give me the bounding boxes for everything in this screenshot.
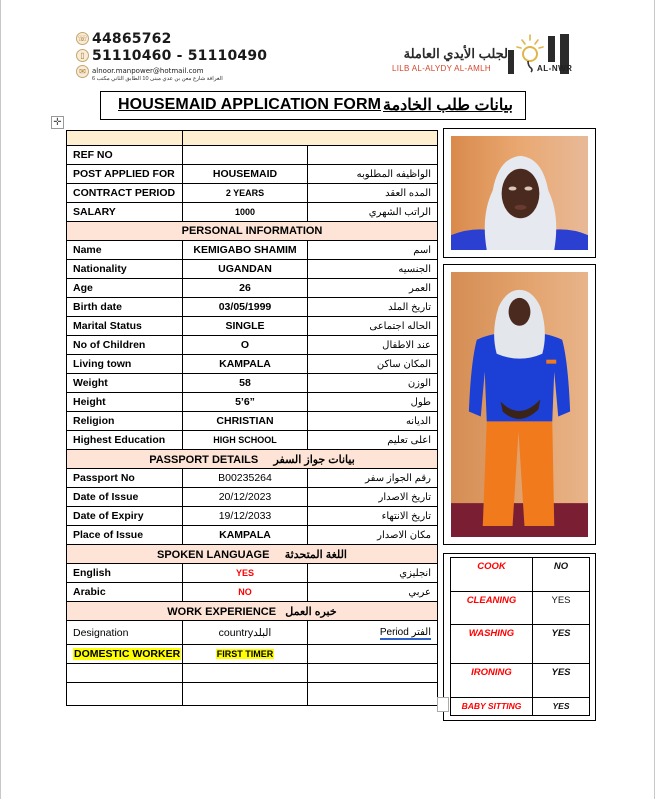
table-row [67, 564, 438, 583]
table-row [67, 507, 438, 526]
table-row [67, 412, 438, 431]
row-arabic: تاريخ الانتهاء [308, 507, 438, 526]
empty-cell[interactable] [183, 664, 308, 683]
table-row [67, 336, 438, 355]
row-value[interactable]: HIGH SCHOOL [183, 431, 308, 450]
row-arabic: عند الاطفال [308, 336, 438, 355]
row-label: Height [67, 393, 183, 412]
row-label: SALARY [67, 203, 183, 222]
country-header-arabic: البلد [253, 626, 272, 639]
full-photo-frame [443, 264, 596, 545]
table-row [67, 431, 438, 450]
row-arabic: رقم الجواز سفر [308, 469, 438, 488]
table-row [67, 583, 438, 602]
experience-header-row [67, 621, 438, 645]
table-top-row [67, 131, 438, 146]
row-label: Arabic [67, 583, 183, 602]
period-header-text: Period الفتر [379, 627, 431, 638]
table-row [67, 355, 438, 374]
section-heading [67, 545, 438, 564]
section-heading: PERSONAL INFORMATION [67, 222, 438, 241]
row-value[interactable] [183, 146, 308, 165]
portrait-photo[interactable] [451, 136, 588, 250]
section-heading-arabic: اللغة المتحدثة [284, 548, 347, 561]
full-body-photo[interactable] [451, 272, 588, 537]
mobile-numbers: 51110460 - 51110490 [92, 47, 268, 64]
table-row [67, 241, 438, 260]
section-heading-arabic: بيانات جواز السفر [273, 453, 355, 466]
row-arabic: العمر [308, 279, 438, 298]
row-label: Living town [67, 355, 183, 374]
section-heading-english: SPOKEN LANGUAGE [157, 548, 270, 561]
company-logo [392, 32, 592, 74]
row-value[interactable]: B00235264 [183, 469, 308, 488]
row-arabic [308, 146, 438, 165]
phone-row [76, 30, 267, 47]
row-label: Date of Expiry [67, 507, 183, 526]
table-resize-handle[interactable] [437, 697, 449, 712]
row-arabic: الديانه [308, 412, 438, 431]
experience-row [67, 645, 438, 664]
row-label: Name [67, 241, 183, 260]
row-value[interactable]: 26 [183, 279, 308, 298]
row-label: REF NO [67, 146, 183, 165]
table-row [67, 298, 438, 317]
application-table [66, 130, 438, 706]
table-row [67, 526, 438, 545]
period-header [308, 621, 438, 645]
row-label: Place of Issue [67, 526, 183, 545]
empty-cell[interactable] [67, 664, 183, 683]
row-arabic: طول [308, 393, 438, 412]
row-value[interactable]: 2 YEARS [183, 184, 308, 203]
email-address: alnoor.manpower@hotmail.com [92, 67, 204, 75]
skill-row [451, 664, 590, 698]
table-row [67, 374, 438, 393]
email-icon: ✉ [76, 65, 89, 78]
row-label: Passport No [67, 469, 183, 488]
row-arabic: الحاله اجتماعى [308, 317, 438, 336]
row-arabic: الوزن [308, 374, 438, 393]
section-heading-english: PASSPORT DETAILS [149, 453, 259, 466]
form-title-arabic: بيانات طلب الخادمة [383, 97, 513, 114]
row-label: CONTRACT PERIOD [67, 184, 183, 203]
row-label: No of Children [67, 336, 183, 355]
logo-english-text: LILB AL-ALYDY AL-AMLH [392, 64, 491, 73]
contact-block [76, 30, 267, 82]
form-title-box [100, 91, 526, 120]
skill-value[interactable]: YES [533, 698, 590, 716]
section-heading [67, 450, 438, 469]
skill-value[interactable]: YES [533, 592, 590, 625]
section-passport-details [67, 450, 438, 469]
row-label: Marital Status [67, 317, 183, 336]
mobile-icon: ▯ [76, 49, 89, 62]
row-value[interactable]: SINGLE [183, 317, 308, 336]
office-address: الغرافة شارع معن بن عدي مبنى 10 الطابق الثاني مكتب 6 [92, 76, 223, 82]
skill-name: BABY SITTING [451, 698, 533, 716]
row-value[interactable]: KEMIGABO SHAMIM [183, 241, 308, 260]
skill-row [451, 558, 590, 592]
table-row [67, 184, 438, 203]
table-row [67, 469, 438, 488]
skill-row [451, 698, 590, 716]
row-value[interactable]: 58 [183, 374, 308, 393]
row-arabic: اعلى تعليم [308, 431, 438, 450]
row-arabic: المده العقد [308, 184, 438, 203]
skill-name: COOK [451, 558, 533, 592]
row-label: Birth date [67, 298, 183, 317]
row-arabic: عربي [308, 583, 438, 602]
row-value[interactable]: CHRISTIAN [183, 412, 308, 431]
top-cell [183, 131, 438, 146]
skill-row [451, 625, 590, 664]
row-arabic: الواظيفه المطلوبه [308, 165, 438, 184]
row-label: Date of Issue [67, 488, 183, 507]
phone-icon: ☏ [77, 34, 88, 43]
row-arabic: المكان ساكن [308, 355, 438, 374]
row-label: Nationality [67, 260, 183, 279]
experience-row-empty [67, 664, 438, 683]
skill-value[interactable]: YES [533, 664, 590, 698]
experience-designation[interactable]: DOMESTIC WORKER [67, 645, 183, 664]
row-value[interactable]: NO [183, 583, 308, 602]
table-row [67, 279, 438, 298]
row-arabic: تاريخ الاصدار [308, 488, 438, 507]
row-value[interactable]: 1000 [183, 203, 308, 222]
row-arabic: مكان الاصدار [308, 526, 438, 545]
skills-table [450, 557, 590, 716]
row-value[interactable]: HOUSEMAID [183, 165, 308, 184]
full-body-image-icon [451, 272, 588, 537]
row-value[interactable]: 20/12/2023 [183, 488, 308, 507]
portrait-photo-frame [443, 128, 596, 258]
row-label: Age [67, 279, 183, 298]
row-value[interactable]: KAMPALA [183, 526, 308, 545]
section-heading-english: WORK EXPERIENCE [167, 605, 277, 618]
row-value[interactable]: YES [183, 564, 308, 583]
section-personal-information [67, 222, 438, 241]
section-heading-arabic: خبره العمل [285, 605, 337, 618]
table-row [67, 203, 438, 222]
row-value[interactable]: KAMPALA [183, 355, 308, 374]
table-row [67, 317, 438, 336]
country-header [183, 621, 308, 645]
row-label: POST APPLIED FOR [67, 165, 183, 184]
table-row [67, 393, 438, 412]
row-arabic: الجنسيه [308, 260, 438, 279]
table-row [67, 488, 438, 507]
skill-value[interactable]: YES [533, 625, 590, 664]
row-value[interactable]: 03/05/1999 [183, 298, 308, 317]
section-heading [67, 602, 438, 621]
section-spoken-language [67, 545, 438, 564]
phone-number: 44865762 [92, 30, 172, 47]
row-value[interactable]: UGANDAN [183, 260, 308, 279]
row-label: Weight [67, 374, 183, 393]
empty-cell[interactable] [67, 683, 183, 706]
skill-name: WASHING [451, 625, 533, 664]
country-header-english: country [218, 626, 254, 639]
experience-row-empty [67, 683, 438, 706]
row-label: Religion [67, 412, 183, 431]
row-value[interactable]: 5’6” [183, 393, 308, 412]
row-arabic: انجليزي [308, 564, 438, 583]
table-row [67, 165, 438, 184]
row-value[interactable]: 19/12/2033 [183, 507, 308, 526]
section-work-experience [67, 602, 438, 621]
form-title-english: HOUSEMAID APPLICATION FORM [118, 96, 382, 113]
skill-name: CLEANING [451, 592, 533, 625]
portrait-image-icon [451, 136, 588, 250]
row-label: English [67, 564, 183, 583]
logo-brand-text: AL-NWR [537, 64, 573, 73]
experience-period[interactable] [308, 645, 438, 664]
skill-name: IRONING [451, 664, 533, 698]
table-row [67, 260, 438, 279]
page-edge-left [0, 0, 1, 799]
mobile-row [76, 47, 267, 64]
table-move-handle-icon[interactable]: ✛ [51, 116, 64, 129]
empty-cell[interactable] [308, 664, 438, 683]
row-arabic: اسم [308, 241, 438, 260]
empty-cell[interactable] [183, 683, 308, 706]
skill-value[interactable]: NO [533, 558, 590, 592]
row-value[interactable]: O [183, 336, 308, 355]
skill-row [451, 592, 590, 625]
empty-cell[interactable] [308, 683, 438, 706]
table-row [67, 146, 438, 165]
experience-country[interactable]: FIRST TIMER [183, 645, 308, 664]
logo-arabic-text: لجلب الأيدي العاملة [403, 46, 508, 61]
row-arabic: تاريخ الملد [308, 298, 438, 317]
top-cell [67, 131, 183, 146]
row-arabic: الراتب الشهري [308, 203, 438, 222]
designation-header: Designation [67, 621, 183, 645]
row-label: Highest Education [67, 431, 183, 450]
